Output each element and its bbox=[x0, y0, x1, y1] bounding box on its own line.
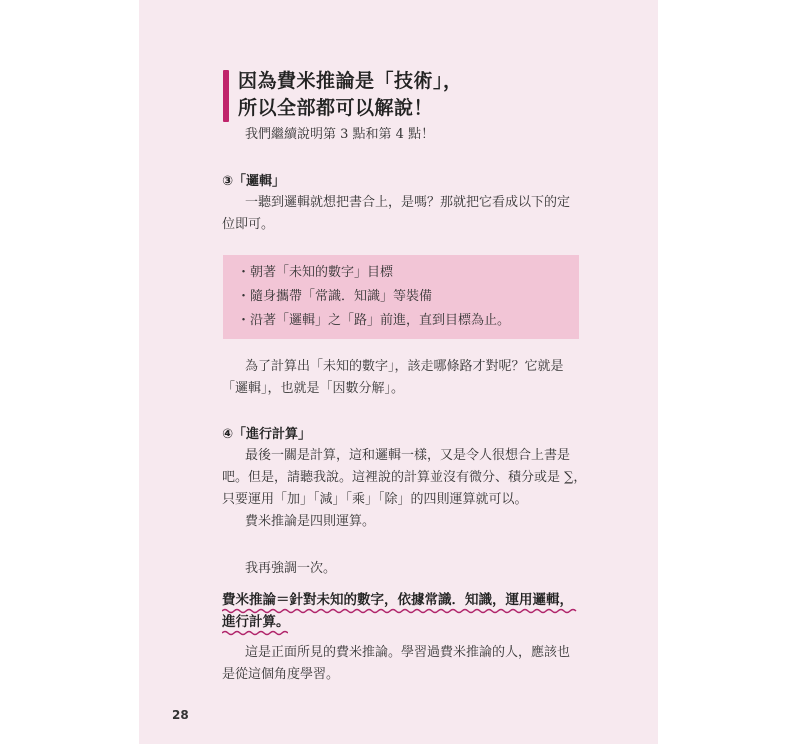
heading-line-2: 所以全部都可以解說！ bbox=[238, 97, 434, 119]
section-3-line-2: 位即可。 bbox=[222, 217, 275, 232]
para-line-2: 「邏輯」，也就是「因數分解」。 bbox=[222, 381, 405, 396]
section-4-title: ④「進行計算」 bbox=[222, 427, 312, 442]
section-4-line-1: 最後一關是計算，這和邏輯一樣，又是令人很想合上書是 bbox=[245, 448, 571, 463]
box-item-2: ・隨身攜帶「常識．知識」等裝備 bbox=[237, 289, 433, 304]
para-line-1: 為了計算出「未知的數字」，該走哪條路才對呢？它就是 bbox=[245, 359, 564, 374]
section-4-line-2: 吧。但是，請聽我說。這裡說的計算並沒有微分、積分或是 ∑， bbox=[222, 470, 587, 485]
heading-accent-bar bbox=[223, 70, 229, 122]
section-heading bbox=[238, 68, 463, 122]
emphasis-line-1: 費米推論＝針對未知的數字，依據常識．知識，運用邏輯， bbox=[222, 592, 573, 608]
box-item-1: ・朝著「未知的數字」目標 bbox=[237, 265, 394, 280]
wavy-underline-2 bbox=[222, 630, 288, 636]
section-3-title: ③「邏輯」 bbox=[222, 174, 286, 189]
box-item-3: ・沿著「邏輯」之「路」前進，直到目標為止。 bbox=[237, 313, 511, 328]
section-3-line-1: 一聽到邏輯就想把書合上，是嗎？那就把它看成以下的定 bbox=[245, 195, 571, 210]
heading-line-1: 因為費米推論是「技術」， bbox=[238, 70, 463, 92]
key-points-box bbox=[223, 255, 579, 339]
closing-line-1: 這是正面所見的費米推論。學習過費米推論的人，應該也 bbox=[245, 645, 571, 660]
section-4-line-4: 費米推論是四則運算。 bbox=[245, 514, 376, 529]
closing-line-2: 是從這個角度學習。 bbox=[222, 667, 340, 682]
intro-text: 我們繼續說明第 3 點和第 4 點！ bbox=[245, 127, 435, 142]
section-4-line-3: 只要運用「加」「減」「乘」「除」的四則運算就可以。 bbox=[222, 492, 528, 507]
repeat-text: 我再強調一次。 bbox=[245, 561, 337, 576]
page-number: 28 bbox=[172, 708, 189, 722]
emphasis-line-2: 進行計算。 bbox=[222, 614, 290, 630]
